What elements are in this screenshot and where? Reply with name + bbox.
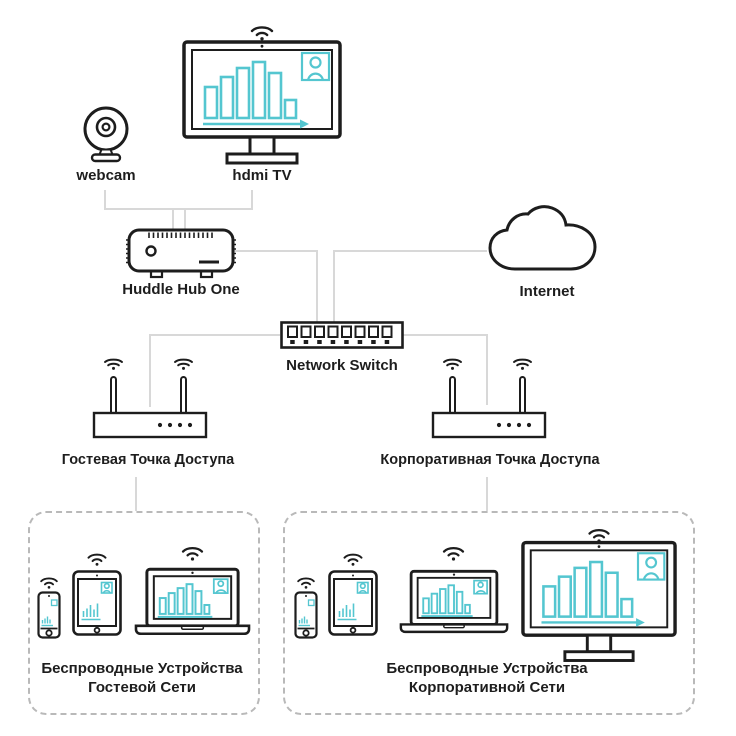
connector-webcam-tv-horizontal — [104, 208, 253, 210]
connector-webcam-drop — [104, 190, 106, 210]
connector-switch-corp-horizontal — [402, 334, 488, 336]
internet-label: Internet — [519, 283, 575, 300]
corporate-group-label-line2: Корпоративной Сети — [408, 679, 566, 696]
wifi-icon — [440, 543, 467, 562]
smartphone-icon — [37, 591, 61, 639]
webcam-icon — [76, 102, 136, 164]
connector-hub-switch-horizontal — [232, 250, 318, 252]
monitor-icon — [521, 540, 677, 664]
corporate-ap-label: Корпоративная Точка Доступа — [380, 452, 600, 468]
connector-internet-switch-vertical — [333, 250, 335, 322]
guest-group-label-line2: Гостевой Сети — [88, 679, 196, 696]
wifi-icon — [248, 22, 276, 42]
switch-icon — [280, 321, 404, 349]
corporate-group-label-line1: Беспроводные Устройства — [386, 660, 588, 677]
wifi-icon — [341, 550, 365, 567]
laptop-icon — [134, 567, 251, 639]
guest-group-label-line1: Беспроводные Устройства — [41, 660, 243, 677]
connector-hub-switch-vertical — [316, 250, 318, 322]
huddle-hub-label: Huddle Hub One — [122, 281, 240, 298]
connector-internet-switch-horizontal — [333, 250, 487, 252]
wifi-icon — [295, 574, 317, 590]
webcam-label: webcam — [76, 167, 136, 184]
laptop-icon — [399, 567, 509, 639]
network-switch-label: Network Switch — [286, 357, 398, 374]
tablet-icon — [328, 570, 378, 636]
cloud-icon — [485, 205, 609, 277]
smartphone-icon — [294, 591, 318, 639]
connector-tv-drop — [251, 190, 253, 210]
wifi-icon — [38, 574, 60, 590]
access-point-icon — [431, 355, 547, 439]
wifi-icon — [85, 550, 109, 567]
connector-guest-ap-group — [135, 477, 137, 511]
tablet-icon — [72, 570, 122, 636]
wifi-icon — [179, 543, 206, 562]
guest-group-label — [28, 659, 256, 697]
hub-icon — [125, 224, 237, 282]
access-point-icon — [92, 355, 208, 439]
tv-icon — [182, 40, 342, 166]
connector-corp-ap-group — [486, 477, 488, 511]
hdmi-tv-label: hdmi TV — [232, 167, 292, 184]
connector-switch-guest-horizontal — [149, 334, 280, 336]
guest-ap-label: Гостевая Точка Доступа — [61, 452, 235, 468]
corporate-group-label — [283, 659, 691, 697]
